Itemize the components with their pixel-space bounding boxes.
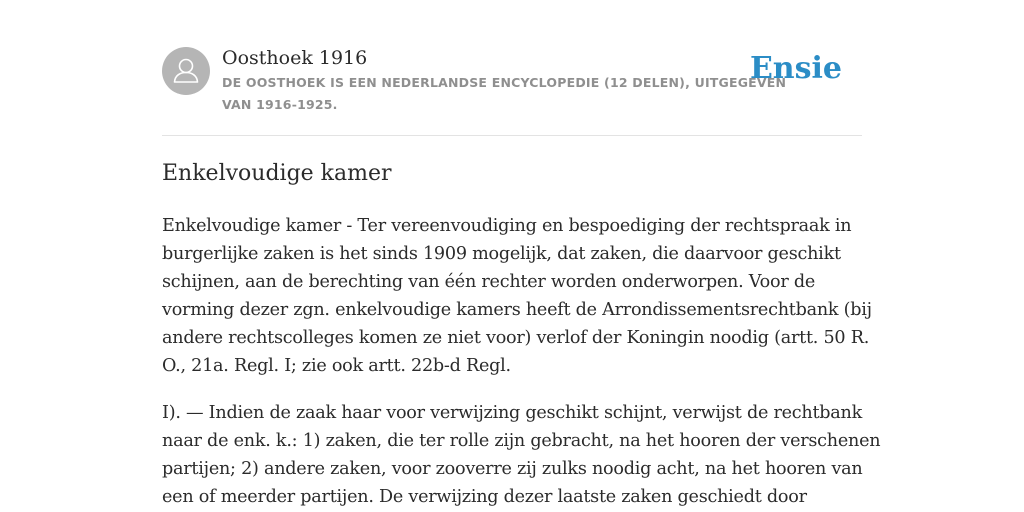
article-paragraph (162, 399, 881, 511)
source-description-line: DE OOSTHOEK IS EEN NEDERLANDSE ENCYCLOPEDIE (12 DELEN), UITGEGEVEN (222, 75, 787, 90)
source-description (222, 72, 787, 116)
divider (162, 135, 862, 136)
article-paragraph (162, 212, 872, 380)
source-title[interactable]: Oosthoek 1916 (222, 47, 368, 69)
article-body (162, 212, 881, 512)
paragraph-line: andere rechtscolleges komen ze niet voor) verlof der Koningin noodig (artt. 50 R. (162, 328, 870, 348)
paragraph-line: schijnen, aan de berechting van één rechter worden onderworpen. Voor de (162, 272, 816, 292)
paragraph-line: burgerlijke zaken is het sinds 1909 mogelijk, dat zaken, die daarvoor geschikt (162, 244, 841, 264)
paragraph-line: een of meerder partijen. De verwijzing dezer laatste zaken geschiedt door (162, 487, 807, 507)
article-title: Enkelvoudige kamer (162, 161, 392, 186)
paragraph-line: I). — Indien de zaak haar voor verwijzing geschikt schijnt, verwijst de rechtbank (162, 403, 863, 423)
paragraph-line: partijen; 2) andere zaken, voor zooverre zij zulks noodig acht, na het hooren van (162, 459, 863, 479)
user-icon (162, 47, 210, 95)
source-description-line: VAN 1916-1925. (222, 97, 338, 112)
avatar[interactable] (162, 47, 210, 95)
ensie-logo-link[interactable]: Ensie (749, 51, 842, 86)
paragraph-line: naar de enk. k.: 1) zaken, die ter rolle zijn gebracht, na het hooren der verschenen (162, 431, 881, 451)
paragraph-line: vorming dezer zgn. enkelvoudige kamers heeft de Arrondissementsrechtbank (bij (162, 300, 872, 320)
paragraph-line: Enkelvoudige kamer - Ter vereenvoudiging en bespoediging der rechtspraak in (162, 216, 852, 236)
paragraph-line: O., 21a. Regl. I; zie ook artt. 22b-d Regl. (162, 356, 511, 376)
source-header (162, 46, 862, 116)
